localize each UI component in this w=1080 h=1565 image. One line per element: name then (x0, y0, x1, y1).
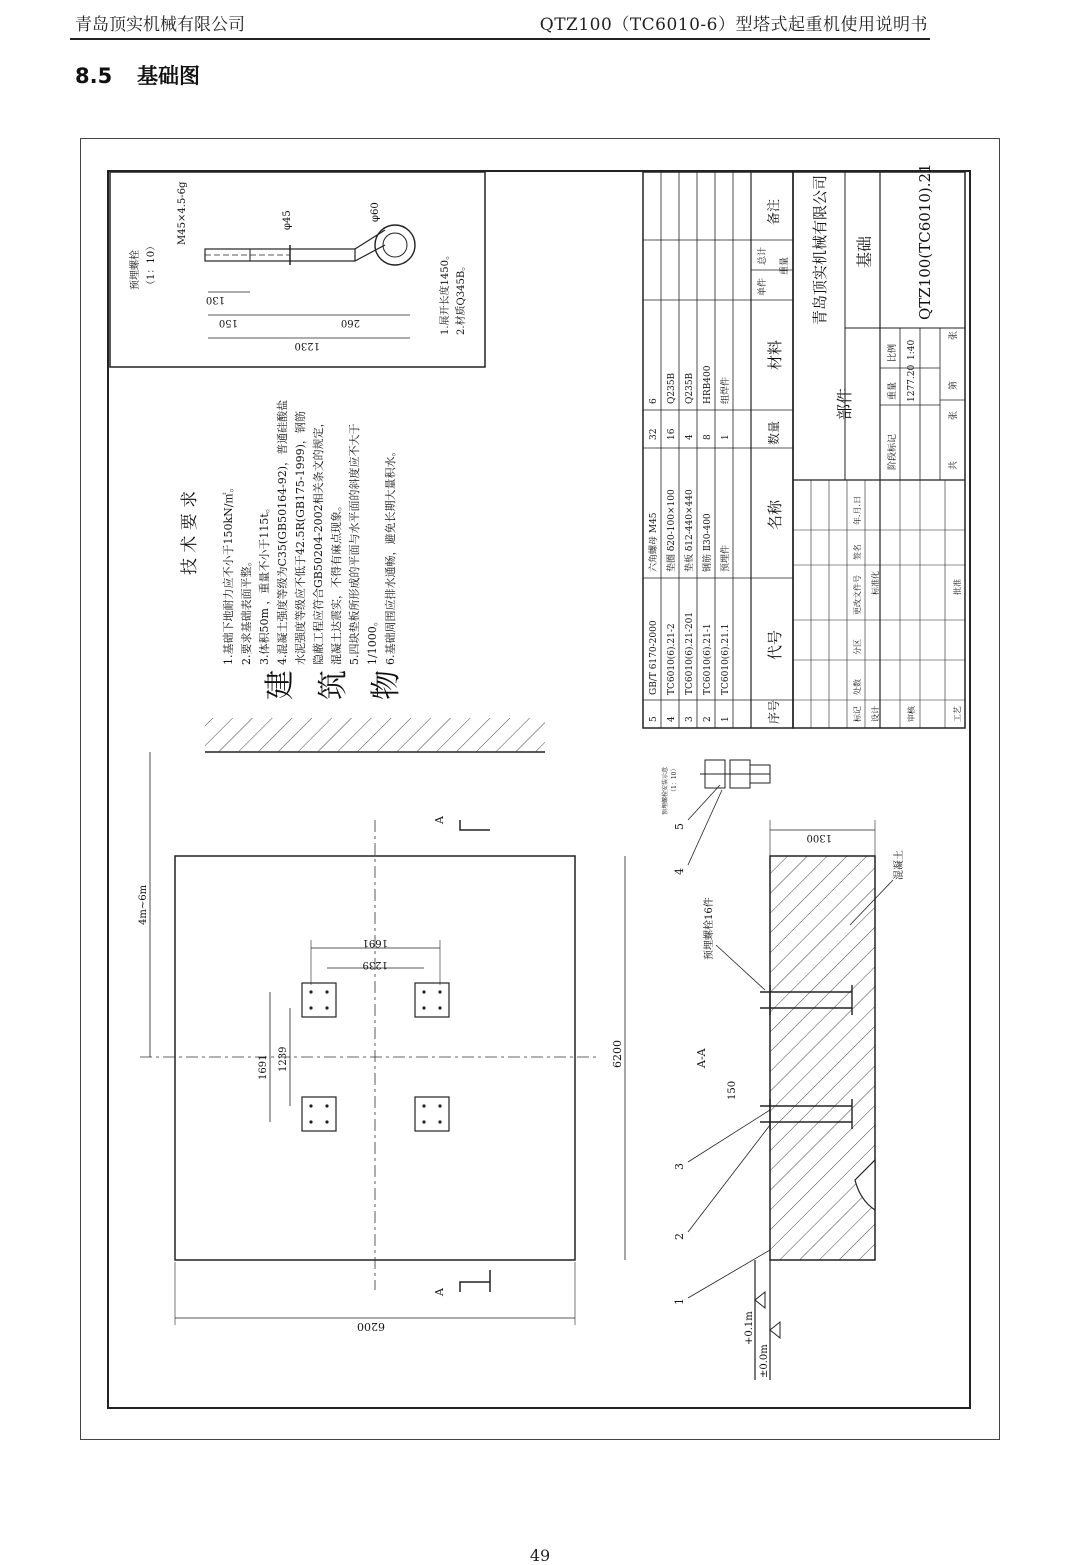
dim-6200-v: 6200 (611, 1040, 624, 1068)
svg-text:3: 3 (685, 716, 695, 722)
bom-header-index: 序号 (767, 699, 781, 724)
svg-text:垫圈 δ20-100×100: 垫圈 δ20-100×100 (667, 489, 677, 572)
bom-header-qty: 数量 (767, 420, 781, 445)
tech-item-4: 4.混凝土强度等级为C35(GB50164-92)，普通硅酸盐 (276, 399, 289, 665)
title-sheet-no: 第 (949, 380, 959, 390)
dim-150-section: 150 (727, 1080, 738, 1100)
svg-text:钢筋 Ⅱ30-400: 钢筋 Ⅱ30-400 (703, 513, 713, 572)
title-drawing-no: QTZ100(TC6010).21 (916, 163, 934, 320)
bom-header-name: 名称 (766, 499, 784, 530)
svg-text:TC6010(6).21.1: TC6010(6).21.1 (721, 623, 731, 695)
embed-plate-3 (302, 1097, 336, 1131)
dim-260: 260 (340, 317, 360, 328)
bolt-detail-title: 预埋螺栓 (130, 250, 141, 290)
bolt-count-leader (716, 945, 765, 990)
svg-text:4: 4 (685, 434, 695, 440)
building-char-1: 建 (263, 670, 298, 700)
svg-text:Q235B: Q235B (685, 372, 695, 404)
section-view (661, 760, 905, 1380)
svg-text:5: 5 (649, 716, 659, 722)
level-bottom: ±0.0m (759, 1344, 770, 1378)
section-title: A-A (695, 1048, 708, 1068)
svg-text:1: 1 (721, 716, 731, 722)
dim-1239-top: 1239 (362, 959, 388, 970)
section-mark-bottom (460, 1270, 490, 1292)
bolt-detail-scale: （1：10） (146, 240, 157, 290)
title-weight-label: 重量 (888, 381, 898, 400)
title-scale: 1:40 (907, 339, 917, 360)
nut-detail (661, 760, 770, 815)
concrete-section (770, 856, 875, 1260)
dim-6200-h: 6200 (357, 1320, 385, 1333)
leader-1: 1 (673, 1298, 686, 1305)
title-block (793, 163, 965, 728)
svg-text:审核: 审核 (907, 706, 916, 722)
title-company: 青岛顶实机械有限公司 (811, 174, 829, 325)
tech-item-2: 2.要求基础表面平整。 (240, 555, 253, 665)
svg-text:组焊件: 组焊件 (721, 376, 731, 404)
bolt-hook (375, 225, 415, 265)
building-char-2: 筑 (316, 670, 351, 700)
bom-header-total: 总计 (758, 246, 768, 265)
svg-text:2: 2 (703, 716, 713, 722)
section-number: 8.5 (75, 64, 113, 88)
concrete-label: 混凝土 (894, 850, 905, 880)
section-mark-bottom-label: A (433, 1288, 446, 1296)
tech-item-4c: 隐蔽工程应符合GB50204-2002相关条文的规定， (312, 416, 325, 665)
title-material: 部件 (835, 387, 854, 420)
svg-text:6: 6 (649, 398, 659, 404)
tech-item-5b: 1/1000。 (366, 615, 379, 665)
svg-text:处数: 处数 (853, 679, 862, 695)
embed-plate-2 (415, 983, 449, 1017)
section-mark-top (460, 820, 490, 830)
level-mark-2 (770, 1322, 780, 1338)
bolt-count-label: 预埋螺栓16件 (704, 897, 715, 960)
svg-text:签名: 签名 (853, 544, 862, 560)
svg-text:4: 4 (667, 716, 677, 722)
tech-item-6: 6.基础周围应排水通畅，避免长期大量积水。 (384, 445, 397, 665)
embed-plate-4 (415, 1097, 449, 1131)
bom-header-weight: 重量 (780, 256, 790, 275)
level-mark-1 (755, 1292, 765, 1308)
svg-text:分区: 分区 (853, 639, 862, 655)
svg-text:批准: 批准 (953, 579, 962, 595)
building-hatch (205, 718, 545, 752)
page-number: 49 (529, 1546, 551, 1565)
building-char-3: 物 (369, 670, 404, 700)
title-part: 基础 (855, 235, 874, 268)
dim-150: 150 (218, 317, 238, 328)
title-sheets-unit: 张 (949, 410, 959, 420)
svg-text:TC6010(6).21-1: TC6010(6).21-1 (703, 623, 713, 695)
title-sheets-total: 共 (949, 460, 959, 470)
dim-1691-top: 1691 (362, 937, 388, 948)
bom-header-unit: 单件 (758, 277, 768, 296)
svg-text:16: 16 (667, 428, 677, 440)
dim-1239-left: 1239 (278, 1046, 289, 1072)
technical-requirements (180, 400, 545, 752)
bolt-hook-inner (383, 233, 407, 257)
svg-text:预埋件: 预埋件 (721, 544, 731, 572)
svg-text:HRB400: HRB400 (703, 365, 713, 404)
title-sheet-unit: 张 (949, 330, 959, 340)
bolt-note-1: 1.展开长度1450。 (440, 250, 451, 335)
tech-title: 技 术 要 求 (180, 490, 200, 575)
plan-view (138, 752, 708, 1333)
tech-item-4b: 水泥强度等级应不低于42.5R(GB175-1999)，钢筋 (294, 411, 307, 665)
svg-text:更改文件号: 更改文件号 (853, 575, 862, 615)
tech-item-5: 5.四块垫板所形成的平面与水平面的斜度应不大于 (348, 423, 361, 665)
title-scale-label: 比例 (888, 343, 898, 362)
tech-item-1: 1.基础下地耐力应不小于150kN/㎡。 (222, 481, 235, 665)
title-stage: 阶段标记 (888, 433, 898, 470)
section-title: 基础图 (137, 64, 200, 88)
section-mark-top-label: A (433, 816, 446, 824)
bolt-diameter-label: φ45 (282, 210, 293, 230)
tech-item-3: 3.体积50m ，重量不小于115t。 (258, 502, 271, 665)
svg-text:工艺: 工艺 (953, 706, 962, 722)
svg-text:垫板 δ12-440×440: 垫板 δ12-440×440 (685, 489, 695, 572)
tech-item-4d: 混凝土达震实，不得有麻点现象。 (330, 500, 343, 665)
bom-header-remark: 备注 (767, 198, 782, 225)
header-company: 青岛顶实机械有限公司 (75, 15, 245, 35)
bolt-hook-diameter-label: φ60 (370, 202, 381, 222)
dim-4m-6m: 4m~6m (138, 884, 149, 925)
svg-text:GB/T 6170-2000: GB/T 6170-2000 (649, 620, 659, 695)
svg-text:Q235B: Q235B (667, 372, 677, 404)
bolt-detail (110, 172, 485, 367)
svg-text:TC6010(6).21-201: TC6010(6).21-201 (685, 611, 695, 695)
bom-table (643, 172, 793, 728)
dim-1691-left: 1691 (258, 1054, 269, 1080)
title-weight: 1277.20 (907, 364, 917, 402)
dim-1230: 1230 (294, 340, 320, 351)
svg-text:年.月.日: 年.月.日 (853, 495, 862, 525)
leader-3: 3 (673, 1163, 686, 1170)
svg-text:设计: 设计 (871, 706, 880, 722)
bolt-bend (355, 230, 385, 261)
svg-text:六角螺母 M45: 六角螺母 M45 (649, 512, 659, 572)
svg-text:标记: 标记 (853, 706, 862, 722)
svg-text:TC6010(6).21-2: TC6010(6).21-2 (667, 623, 677, 695)
header-manual-title: QTZ100（TC6010-6）型塔式起重机使用说明书 (539, 15, 928, 35)
svg-text:32: 32 (649, 428, 659, 440)
leader-5: 5 (673, 823, 686, 830)
embed-plate-1 (302, 983, 336, 1017)
svg-text:标准化: 标准化 (871, 571, 880, 595)
dim-1300: 1300 (806, 832, 832, 843)
leader-4: 4 (673, 868, 686, 875)
leader-2: 2 (673, 1233, 686, 1240)
bolt-note-2: 2.材质Q345B。 (456, 260, 467, 335)
svg-text:1: 1 (721, 434, 731, 440)
svg-text:8: 8 (703, 434, 713, 440)
bolt-thread-label: M45×4.5-6g (177, 181, 188, 245)
nut-detail-scale: （1：10） (671, 765, 678, 795)
level-top: +0.1m (744, 1311, 755, 1345)
dim-130: 130 (205, 294, 225, 305)
bom-header-code: 代号 (766, 629, 784, 660)
bom-header-material: 材料 (766, 339, 784, 370)
nut-detail-title: 预埋螺栓安装示意 (662, 766, 669, 815)
